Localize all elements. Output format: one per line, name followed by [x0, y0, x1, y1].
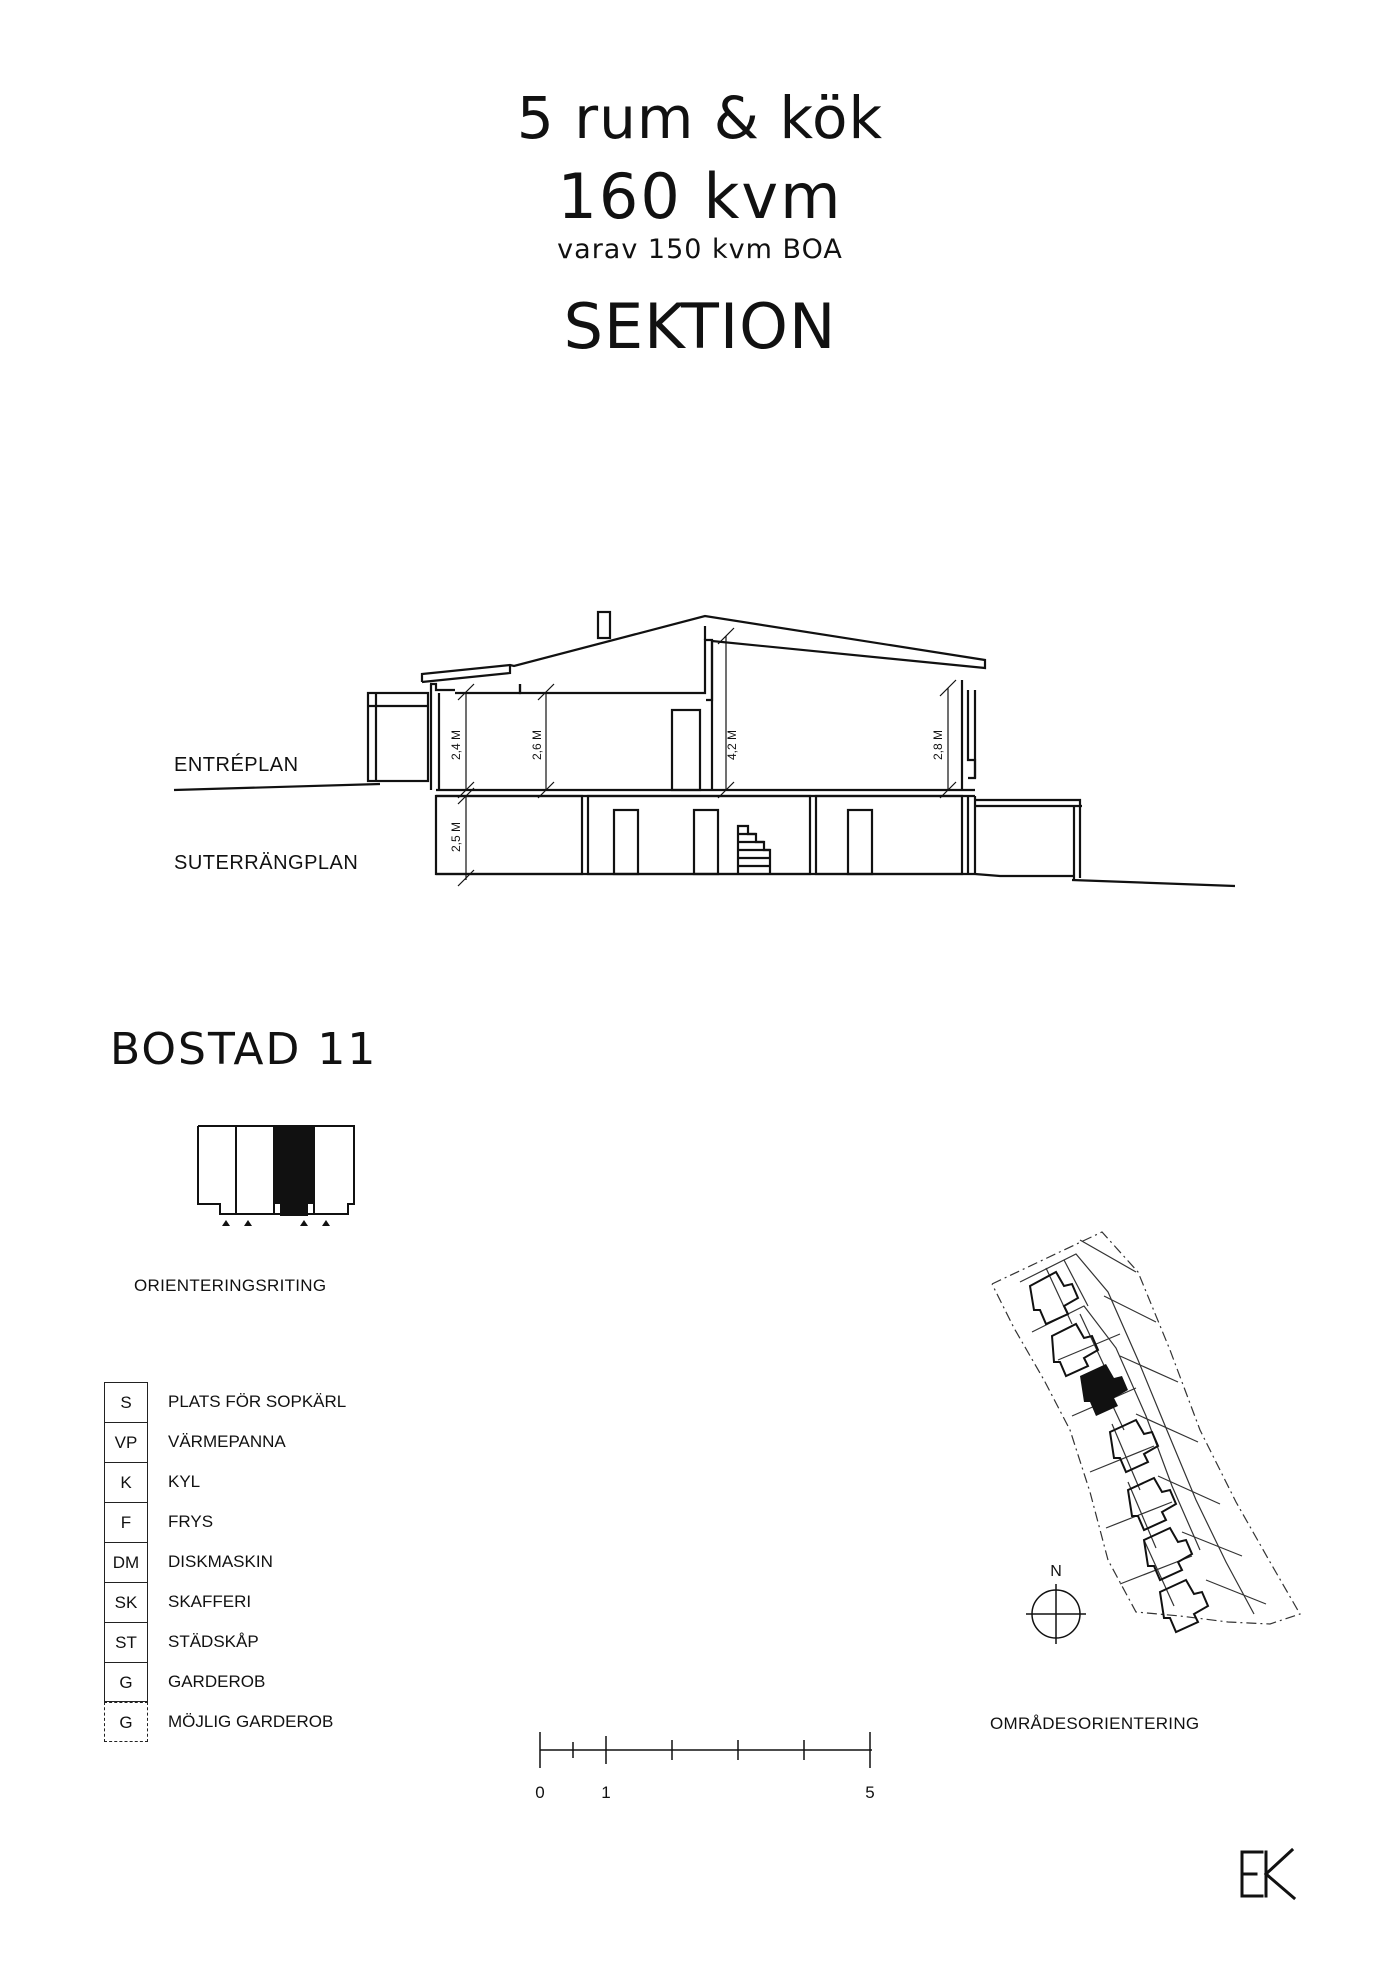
height-label: 4,2 M — [725, 729, 739, 760]
legend-text: DISKMASKIN — [168, 1552, 273, 1571]
legend-code: F — [104, 1502, 148, 1542]
entry-plan-label: ENTRÉPLAN — [174, 754, 299, 776]
orientation-label: ORIENTERINGSRITING — [134, 1276, 327, 1295]
legend-text: VÄRMEPANNA — [168, 1432, 286, 1451]
orientation-drawing — [192, 1124, 362, 1248]
height-label: 2,8 M — [931, 729, 945, 760]
height-label: 2,4 M — [449, 729, 463, 760]
north-label: N — [1050, 1563, 1062, 1580]
scale-bar — [520, 1714, 875, 1804]
area-title: 160 kvm — [557, 160, 843, 233]
legend-code: DM — [104, 1542, 148, 1582]
ek-logo — [1236, 1844, 1306, 1904]
legend-text: KYL — [168, 1472, 201, 1491]
unit-title: BOSTAD 11 — [110, 1024, 378, 1075]
scale-label: 0 — [535, 1783, 545, 1802]
height-label: 2,6 M — [530, 729, 544, 760]
legend-text: PLATS FÖR SOPKÄRL — [168, 1392, 347, 1411]
legend-text: MÖJLIG GARDEROB — [168, 1712, 334, 1731]
area-map — [960, 1210, 1360, 1670]
legend-code: G — [104, 1662, 148, 1702]
legend-code: K — [104, 1462, 148, 1502]
rooms-title: 5 rum & kök — [516, 84, 884, 152]
legend-code: G — [104, 1702, 148, 1742]
height-label: 2,5 M — [449, 821, 463, 852]
legend-code: S — [104, 1382, 148, 1422]
scale-label: 5 — [865, 1783, 875, 1802]
legend-code: SK — [104, 1582, 148, 1622]
view-title: SEKTION — [563, 290, 837, 363]
legend-code: ST — [104, 1622, 148, 1662]
lower-plan-label: SUTERRÄNGPLAN — [174, 852, 359, 874]
legend-text: GARDEROB — [168, 1672, 266, 1691]
legend-text: SKAFFERI — [168, 1592, 252, 1611]
legend-code: VP — [104, 1422, 148, 1462]
legend-text: STÄDSKÅP — [168, 1632, 259, 1651]
scale-label: 1 — [601, 1783, 611, 1802]
boa-subtitle: varav 150 kvm BOA — [557, 234, 843, 265]
area-map-label: OMRÅDESORIENTERING — [990, 1714, 1200, 1733]
legend-text: FRYS — [168, 1512, 214, 1531]
